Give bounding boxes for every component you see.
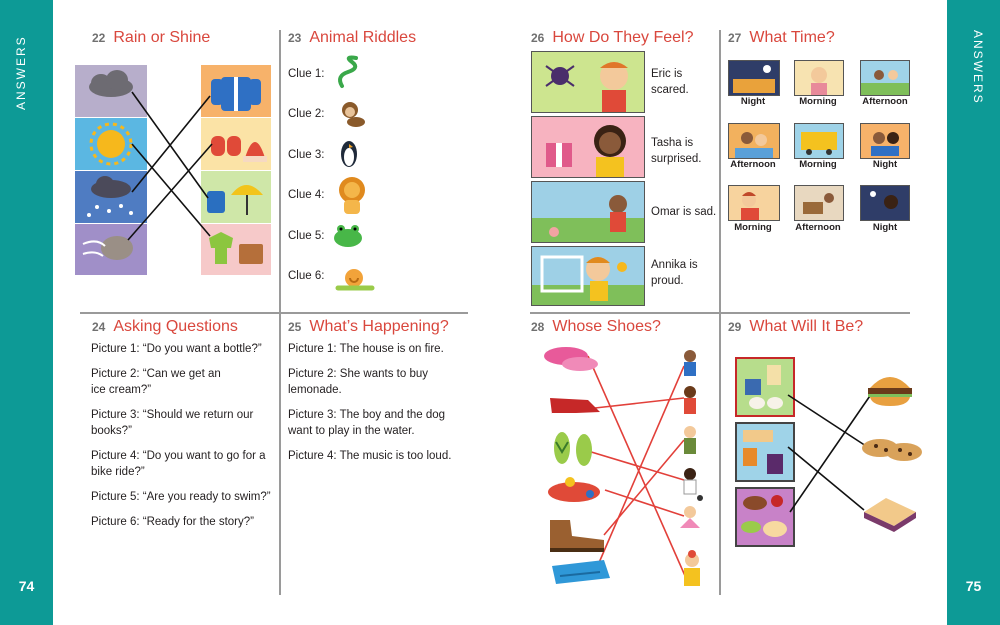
section-title: Whose Shoes? xyxy=(552,318,661,335)
time-caption: Night xyxy=(740,96,766,107)
answer-text: Picture 4: The music is too loud. xyxy=(288,450,452,462)
answers-label-right: ANSWERS xyxy=(971,30,985,105)
time-caption: Afternoon xyxy=(795,222,841,233)
clue-label: Clue 1: xyxy=(288,68,325,80)
section-number: 24 xyxy=(92,320,106,334)
time-caption: Night xyxy=(872,159,898,170)
answer-text: Picture 3: “Should we return our books?” xyxy=(91,409,254,437)
clue-label: Clue 2: xyxy=(288,108,325,120)
feeling-answer: Annika is proud. xyxy=(651,259,698,287)
section-title: What’s Happening? xyxy=(309,318,449,335)
section-number: 28 xyxy=(531,320,545,334)
answer-text: Picture 4: “Do you want to go for a bike ride?” xyxy=(91,450,266,478)
answer-text: Picture 2: “Can we get an ice cream?” xyxy=(91,368,221,396)
feeling-answer: Tasha is surprised. xyxy=(651,137,702,165)
clue-label: Clue 5: xyxy=(288,230,325,242)
answer-text: Picture 2: She wants to buy lemonade. xyxy=(288,368,428,396)
section-number: 25 xyxy=(288,320,302,334)
sandwich-icon xyxy=(864,498,916,532)
section-number: 23 xyxy=(288,31,302,45)
cookies-icon xyxy=(862,439,922,461)
hamburger-icon xyxy=(868,377,912,406)
section-title: Rain or Shine xyxy=(113,29,211,46)
section-number: 22 xyxy=(92,31,106,45)
feeling-answer: Eric is scared. xyxy=(651,68,689,96)
page-number-right: 75 xyxy=(965,578,982,594)
time-caption: Morning xyxy=(799,96,837,107)
page-number-left: 74 xyxy=(18,578,35,594)
clue-label: Clue 4: xyxy=(288,189,325,201)
answer-text: Picture 3: The boy and the dog want to play in the water. xyxy=(288,409,446,437)
clue-label: Clue 3: xyxy=(288,149,325,161)
feeling-answer: Omar is sad. xyxy=(651,206,717,218)
clue-label: Clue 6: xyxy=(288,270,325,282)
time-caption: Morning xyxy=(799,159,837,170)
answer-text: Picture 6: “Ready for the story?” xyxy=(91,516,254,528)
answer-text: Picture 5: “Are you ready to swim?” xyxy=(91,491,271,503)
section-title: Asking Questions xyxy=(113,318,238,335)
section-number: 29 xyxy=(728,320,742,334)
answer-text: Picture 1: “Do you want a bottle?” xyxy=(91,343,262,355)
section-title: How Do They Feel? xyxy=(552,29,694,46)
section-title: Animal Riddles xyxy=(309,29,417,46)
answer-text: Picture 1: The house is on fire. xyxy=(288,343,444,355)
time-caption: Afternoon xyxy=(730,159,776,170)
time-caption: Night xyxy=(872,222,898,233)
time-caption: Afternoon xyxy=(862,96,908,107)
answers-label-left: ANSWERS xyxy=(14,35,28,110)
section-title: What Time? xyxy=(749,29,835,46)
time-caption: Morning xyxy=(734,222,772,233)
section-title: What Will It Be? xyxy=(749,318,864,335)
section-number: 26 xyxy=(531,31,545,45)
section-number: 27 xyxy=(728,31,742,45)
